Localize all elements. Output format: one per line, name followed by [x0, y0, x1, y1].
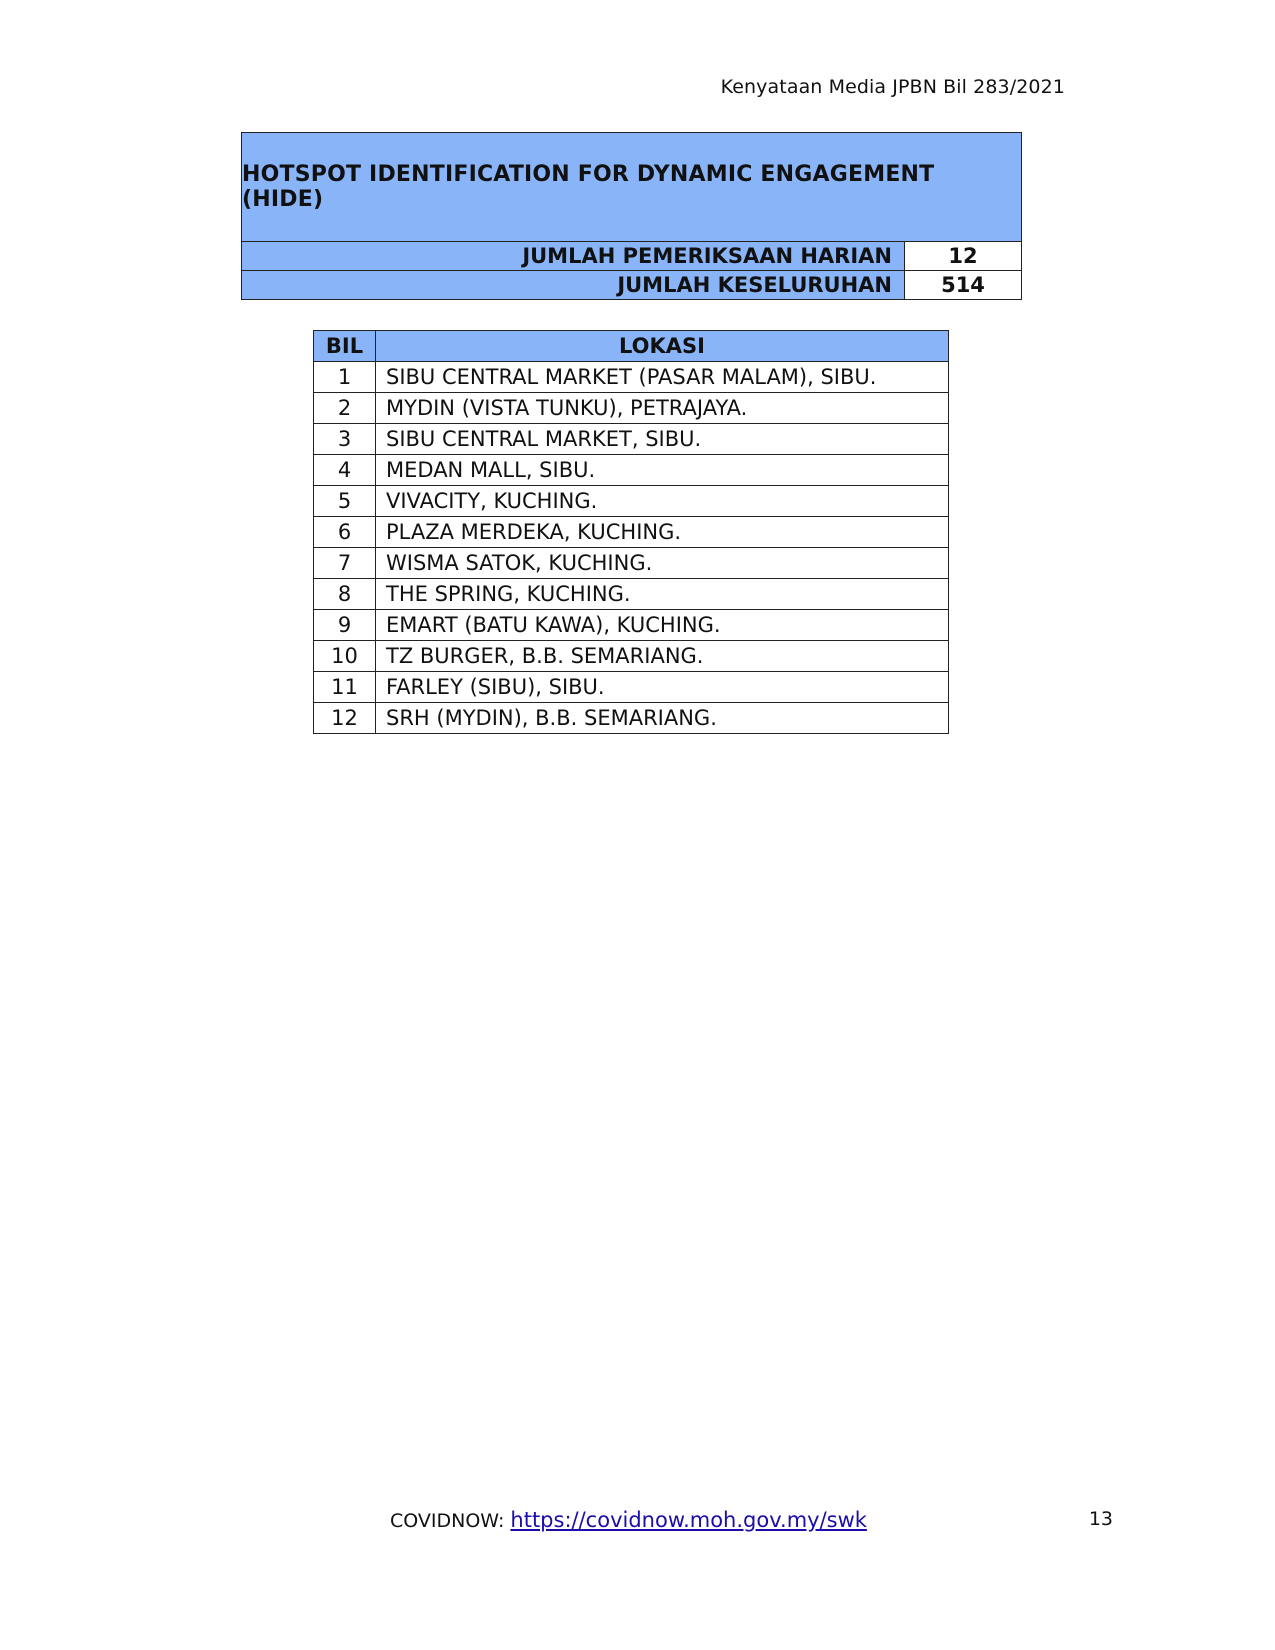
table-row: [314, 362, 949, 393]
row-location: SIBU CENTRAL MARKET (PASAR MALAM), SIBU.: [376, 362, 949, 393]
footer: [390, 1508, 867, 1532]
table-row: [314, 486, 949, 517]
table-row: [314, 424, 949, 455]
summary-row-daily: [242, 242, 1021, 270]
row-number: 9: [314, 610, 376, 641]
row-location: SRH (MYDIN), B.B. SEMARIANG.: [376, 703, 949, 734]
row-number: 7: [314, 548, 376, 579]
table-row: [314, 610, 949, 641]
row-location: MEDAN MALL, SIBU.: [376, 455, 949, 486]
summary-row-total: [242, 270, 1021, 299]
location-table: [313, 330, 949, 734]
daily-inspection-label: JUMLAH PEMERIKSAAN HARIAN: [242, 242, 905, 270]
table-row: [314, 672, 949, 703]
table-row: [314, 703, 949, 734]
row-location: VIVACITY, KUCHING.: [376, 486, 949, 517]
row-number: 10: [314, 641, 376, 672]
total-inspection-value: 514: [905, 271, 1021, 299]
row-location: EMART (BATU KAWA), KUCHING.: [376, 610, 949, 641]
table-row: [314, 517, 949, 548]
table-row: [314, 455, 949, 486]
table-row: [314, 393, 949, 424]
table-header-row: [314, 331, 949, 362]
row-location: PLAZA MERDEKA, KUCHING.: [376, 517, 949, 548]
row-number: 12: [314, 703, 376, 734]
hide-summary-box: [241, 132, 1022, 300]
row-number: 6: [314, 517, 376, 548]
hide-title: HOTSPOT IDENTIFICATION FOR DYNAMIC ENGAGEMENT (HIDE): [242, 133, 1021, 242]
total-inspection-label: JUMLAH KESELURUHAN: [242, 271, 905, 299]
column-header-bil: BIL: [314, 331, 376, 362]
table-row: [314, 579, 949, 610]
footer-label: COVIDNOW:: [390, 1510, 511, 1532]
row-number: 4: [314, 455, 376, 486]
page-number: 13: [1088, 1508, 1113, 1530]
row-number: 2: [314, 393, 376, 424]
row-location: TZ BURGER, B.B. SEMARIANG.: [376, 641, 949, 672]
table-row: [314, 641, 949, 672]
row-number: 3: [314, 424, 376, 455]
row-location: THE SPRING, KUCHING.: [376, 579, 949, 610]
row-location: FARLEY (SIBU), SIBU.: [376, 672, 949, 703]
column-header-lokasi: LOKASI: [376, 331, 949, 362]
row-number: 1: [314, 362, 376, 393]
row-location: WISMA SATOK, KUCHING.: [376, 548, 949, 579]
press-statement-reference: Kenyataan Media JPBN Bil 283/2021: [720, 76, 1065, 98]
table-row: [314, 548, 949, 579]
row-number: 11: [314, 672, 376, 703]
row-location: MYDIN (VISTA TUNKU), PETRAJAYA.: [376, 393, 949, 424]
covidnow-link[interactable]: https://covidnow.moh.gov.my/swk: [510, 1508, 867, 1532]
row-number: 8: [314, 579, 376, 610]
row-number: 5: [314, 486, 376, 517]
daily-inspection-value: 12: [905, 242, 1021, 270]
row-location: SIBU CENTRAL MARKET, SIBU.: [376, 424, 949, 455]
